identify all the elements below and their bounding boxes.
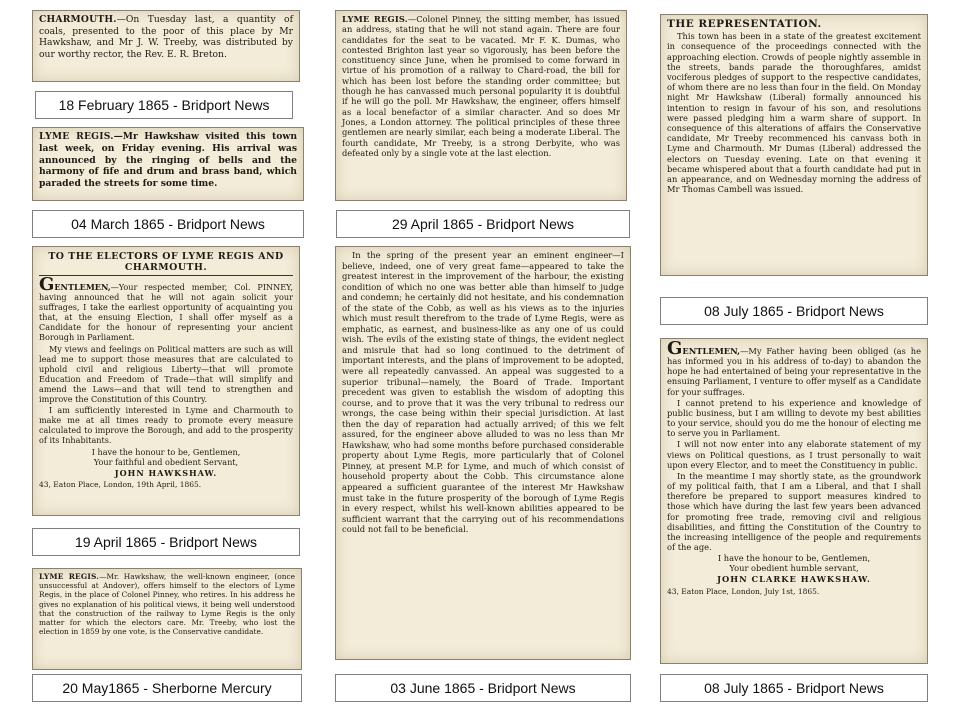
address-signature: JOHN HAWKSHAW. — [114, 467, 218, 478]
title-rule — [39, 275, 293, 276]
address-closing: I have the honour to be, Gentlemen, — [717, 553, 871, 564]
caption-29-apr-1865: 29 April 1865 - Bridport News — [336, 210, 630, 238]
caption-04-mar-1865: 04 March 1865 - Bridport News — [32, 210, 304, 238]
address-closing: I have the honour to be, Gentlemen, — [91, 446, 241, 457]
clipping-body: —Mr Hawkshaw visited this town last week, on Friday evening. His arrival was announced by the ringing of bells and the harmony of fife and drum and brass band, which paraded the streets for some time. — [39, 131, 298, 190]
clipping-pinney-retires — [335, 10, 627, 201]
address-paragraph — [39, 274, 293, 343]
caption-18-feb-1865: 18 February 1865 - Bridport News — [35, 91, 293, 119]
clipping-harbour-improvement — [335, 246, 631, 660]
address-paragraph: I cannot pretend to his experience and knowledge of public business, but I am willing to devote my best abilities to your service, should you do me the honour of electing me to serve you in Parliament. — [667, 397, 921, 439]
dropcap-letter: G — [667, 338, 683, 359]
clipping-the-representation — [660, 14, 928, 276]
clipping-title: THE REPRESENTATION. — [667, 18, 822, 30]
clipping-john-clarke-hawkshaw-address — [660, 338, 928, 664]
caption-08-jul-1865-a: 08 July 1865 - Bridport News — [660, 297, 928, 325]
dropcap-letter: G — [39, 274, 55, 295]
clipping-body: In the spring of the present year an eminent engineer—I believe, indeed, one of very great fame—appeared to take the greatest interest in the improvement of the harbour, the existing condition of which no one was better able than himself to judge and condemn; he certainly did not hesitate, and his condemnation of the state of the Cobb, as well as his views as to the injuries which must result therefrom to the trade of Lyme Regis, were as emphatic, as earnest, and business-like as any one of us could wish. The evils of the existing state of things, the evident neglect and misrule that had so long continued to the detriment of important interests, and the plans of improvement to be adopted, were all repeatedly canvassed. An appeal was suggested to a superior tribunal—namely, the Board of Trade. Important precedent was given to establish the wisdom of adopting this course, and to prove that it was the very tribunal to redress our wrongs, the case being within their special jurisdiction. At last then the day of reparation had actually arrived; of this we felt assured, for the engineer above alluded to was no less than Mr Hawkshaw, who had some months before purchased considerable property about Lyme Regis, more particularly that of Colonel Pinney, at present M.P. for Lyme, and much of which consist of household property about the Cobb. This circumstance alone appeared a sufficient guarantee of the interest Mr Hawkshaw must take in the future prosperity of the borough of Lyme Regis in every respect, whilst his well-known abilities appeared to be sufficient warrant that the carrying out of his recommendations could not fail to be beneficial. — [342, 250, 624, 535]
clipping-headline: LYME REGIS. — [342, 14, 408, 24]
address-closing: Your obedient humble servant, — [729, 563, 859, 574]
address-location: 43, Eaton Place, London, 19th April, 1865. — [39, 479, 202, 489]
caption-19-apr-1865: 19 April 1865 - Bridport News — [32, 528, 300, 556]
address-title: TO THE ELECTORS OF LYME REGIS AND CHARMOUTH. — [48, 251, 284, 273]
clipping-body: —Colonel Pinney, the sitting member, has issued an address, stating that he will not stand again. There are four candidates for the seat to be vacated. Mr F. K. Dumas, who contested Brighton last year so vigorously, has been before the constituency since June, when he promised to come forward in virtue of his promotion of a railway to Chard-road, the bill for which has been lost before the standing order committee; but though he has canvassed much personal popularity it is doubtful if he will go the poll. Mr Hawkshaw, the engineer, offers himself as a local benefactor of a similar character. And so does Mr Jones, a London attorney. The political principles of these three gentlemen are nearly similar, each being a moderate Liberal. The fourth candidate, Mr Treeby, is a strong Derbyite, who was defeated only by a single vote at the last election. — [342, 14, 620, 158]
address-paragraph: I am sufficiently interested in Lyme and Charmouth to make me at all times ready to promote every measure calculated to improve the Borough, and add to the prosperity of its Inhabitants. — [39, 405, 293, 446]
address-paragraph — [667, 338, 921, 397]
address-closing: Your faithful and obedient Servant, — [93, 456, 239, 467]
clipping-headline: LYME REGIS. — [39, 572, 100, 581]
caption-03-jun-1865: 03 June 1865 - Bridport News — [335, 674, 631, 702]
clipping-body: —On Tuesday last, a quantity of coals, presented to the poor of this place by Mr Hawkshaw, and Mr J. W. Treeby, was distributed by our worthy rector, the Rev. E. R. Breton. — [39, 14, 293, 60]
address-text: —Your respected member, Col. PINNEY, having announced that he will not again solicit your suffrages, I take the earliest opportunity of acquainting you that, at the ensuing Election, I shall offer myself as a Candidate for the honour of representing your ancient Borough in Parliament. — [39, 282, 293, 343]
caption-20-may-1865: 20 May1865 - Sherborne Mercury — [32, 674, 302, 702]
clipping-body: This town has been in a state of the greatest excitement in consequence of the proceedings connected with the approaching election. Crowds of people nightly assemble in the streets, bands parade the thoroughfares, amidst vociferous pledges of support to the respective candidates, of whom there are no less than four in the field. On Monday night Mr Hawkshaw (Liberal) formally announced his intention to resign in favour of his son, and resolutions were passed pledging him a warm share of support. In consequence of this alterations of affairs the Conservative candidate, Mr Treeby recommenced his canvass both in Lyme and Charmouth. Mr Dumas (Liberal) addressed the electors on Tuesday evening. Late on that evening it became whispered about that a fourth candidate had put in an appearance, and on Wednesday morning the address of Mr Thomas Cambell was issued. — [667, 31, 921, 195]
address-paragraph: I will not now enter into any elaborate statement of my views on Political questions, as I trust personally to wait upon every Elector, and to meet the Constituency in public. — [667, 439, 921, 470]
clipping-body: —Mr. Hawkshaw, the well-known engineer, (once unsuccessful at Andover), offers himself to the electors of Lyme Regis, in the place of Colonel Pinney, who retires. In his address he gives no explanation of his political views, it being well understood that the construction of the railway to Lyme Regis is the only matter for which the electors care. Mr. Treeby, who lost the election in 1859 by one vote, is the Conservative candidate. — [39, 572, 296, 637]
caption-08-jul-1865-b: 08 July 1865 - Bridport News — [660, 674, 928, 702]
clipping-hawkshaw-address — [32, 246, 300, 516]
clipping-sherborne-mercury — [32, 568, 302, 670]
address-paragraph: My views and feelings on Political matters are such as will lead me to support those measures that are calculated to uphold civil and religious Liberty—that will promote Education and Freedom of Trade—that will simplify and amend the Laws—and that will tend to strengthen and improve the Constitution of this Country. — [39, 343, 293, 405]
clipping-headline: LYME REGIS. — [39, 131, 114, 142]
address-location: 43, Eaton Place, London, July 1st, 1865. — [667, 586, 820, 596]
clipping-lyme-regis-visit — [32, 127, 304, 201]
clipping-charmouth-coals — [32, 10, 300, 82]
address-text: —My Father having been obliged (as he has informed you in his address of to-day) to abandon the hope he had entertained of being your representative in the ensuing Parliament, I venture to offer myself as a Candidate for your suffrages. — [667, 346, 921, 397]
address-signature: JOHN CLARKE HAWKSHAW. — [717, 574, 871, 585]
address-greeting: ENTLEMEN, — [54, 282, 111, 292]
address-greeting: ENTLEMEN, — [682, 346, 741, 356]
address-paragraph: In the meantime I may shortly state, as the groundwork of my political faith, that I am a Liberal, and that I shall therefore be prepared to support measures kindred to those which have during the last few years been advanced for promoting free trade, removing civil and religious disabilities, and fitting the Constitution of the Country to the increasing intelligence of the people and requirements of the age. — [667, 470, 921, 552]
clipping-headline: CHARMOUTH. — [39, 14, 117, 25]
